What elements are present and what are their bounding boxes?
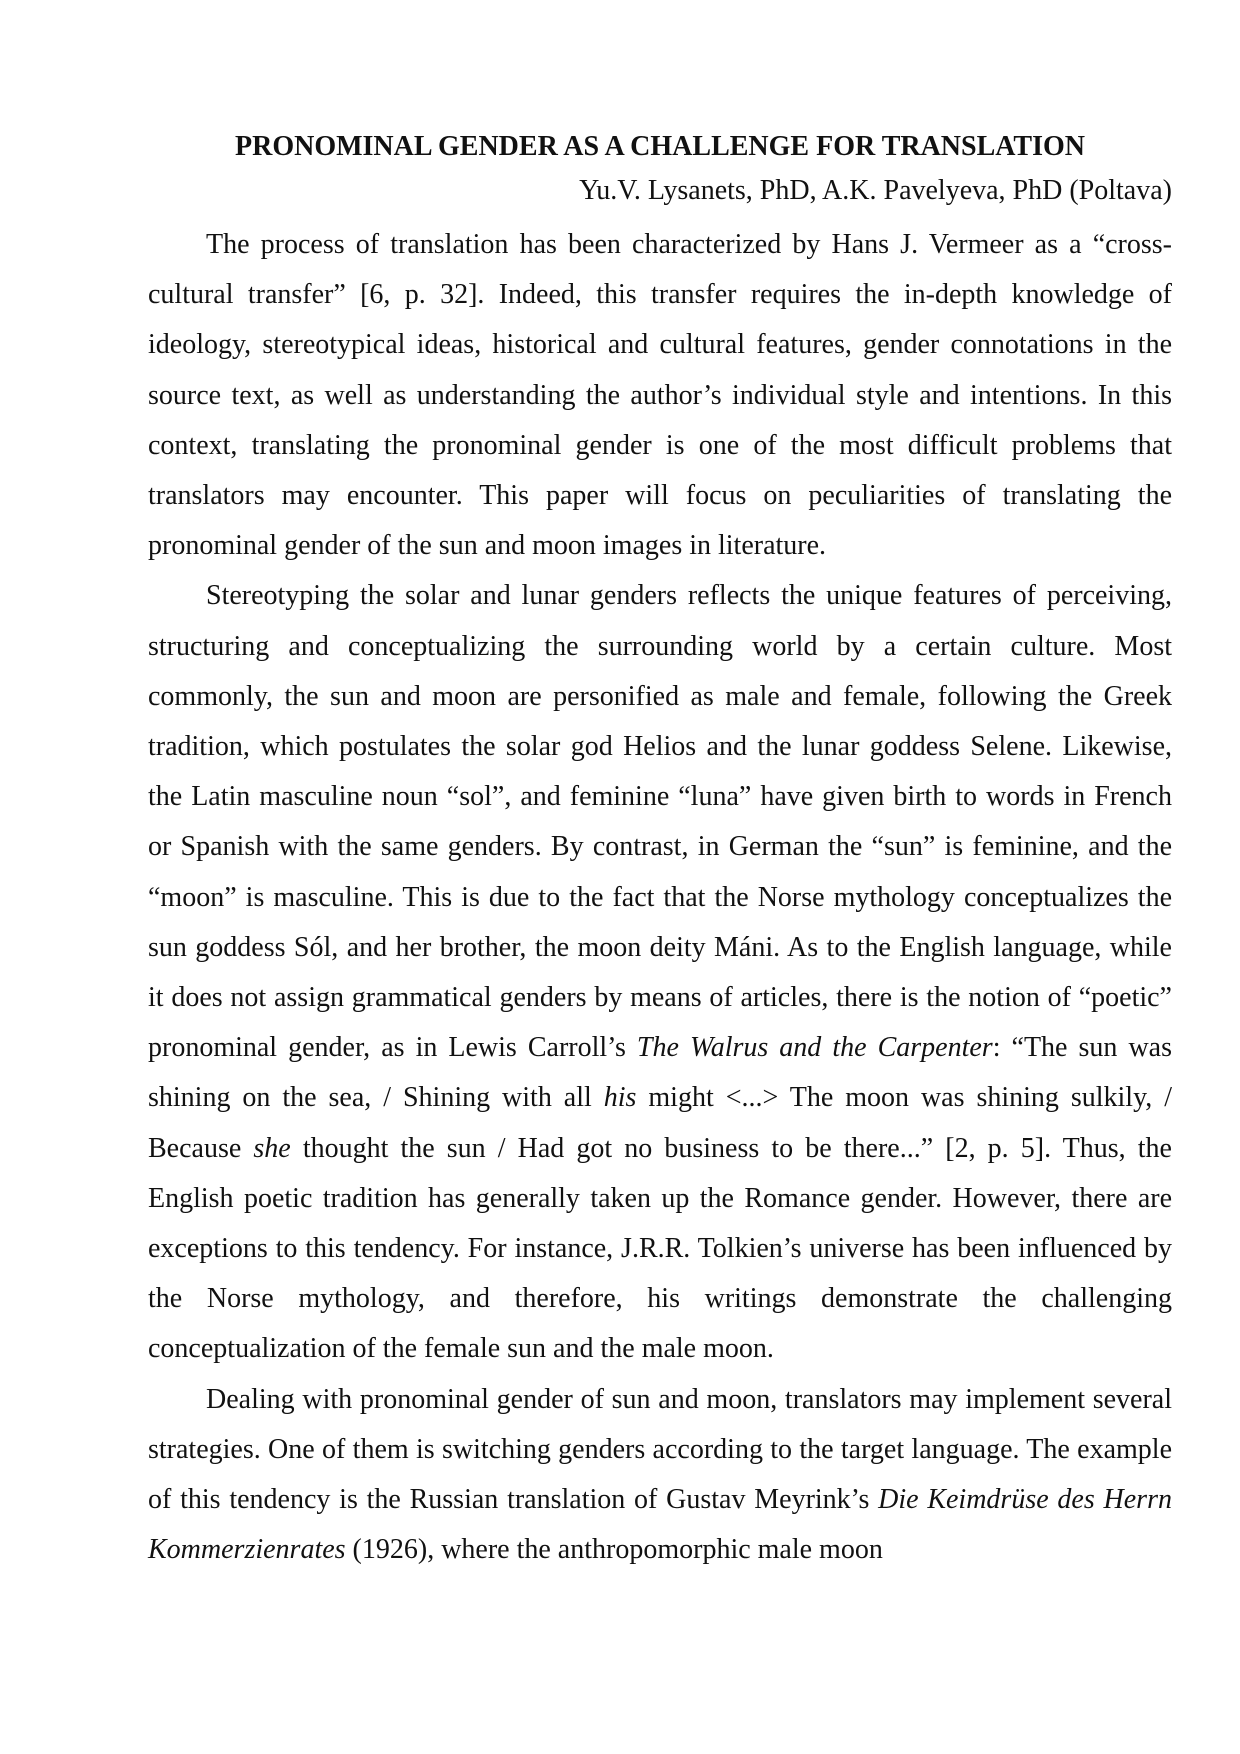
text-segment: : “The sun was shining on the sea, / Shining with all [148, 1032, 1172, 1114]
italic-title-meyrink: Die Keimdrüse des Herrn Kommerzienrates [148, 1484, 1172, 1566]
paper-page [148, 130, 1172, 1575]
text-segment: The process of translation has been characterized by Hans J. Vermeer as a “cross-cultural transfer” [6, p. 32]. Indeed, this transfer requires the in-depth knowledge of ideology, stereotypical ideas, historical and cultural features, gender connotations in the source text, as well as understanding the author’s individual style and intentions. In this context, translating the pronominal gender is one of the most difficult problems that translators may encounter. This paper will focus on peculiarities of translating the pronominal gender of the sun and moon images in literature. [148, 229, 1172, 562]
text-segment: thought the sun / Had got no business to be there...” [2, p. 5]. Thus, the English poetic tradition has generally taken up the Romance gender. However, there are exceptions to this tendency. For instance, J.R.R. Tolkien’s universe has been influenced by the Norse mythology, and therefore, his writings demonstrate the challenging conceptualization of the female sun and the male moon. [148, 1132, 1172, 1365]
text-segment: (1926), where the anthropomorphic male moon [345, 1534, 883, 1566]
paper-title: PRONOMINAL GENDER AS A CHALLENGE FOR TRANSLATION [235, 131, 1085, 162]
paragraph-1 [148, 220, 1172, 571]
italic-title-walrus: The Walrus and the Carpenter [636, 1032, 993, 1064]
text-segment: Stereotyping the solar and lunar genders reflects the unique features of perceiving, structuring and conceptualizing the surrounding world by a certain culture. Most commonly, the sun and moon are personified as male and female, following the Greek tradition, which postulates the solar god Helios and the lunar goddess Selene. Likewise, the Latin masculine noun “sol”, and feminine “luna” have given birth to words in French or Spanish with the same genders. By contrast, in German the “sun” is feminine, and the “moon” is masculine. This is due to the fact that the Norse mythology conceptualizes the sun goddess Sól, and her brother, the moon deity Máni. As to the English language, while it does not assign grammatical genders by means of articles, there is the notion of “poetic” pronominal gender, as in Lewis Carroll’s [148, 580, 1172, 1064]
paper-authors: Yu.V. Lysanets, PhD, A.K. Pavelyeva, PhD (Poltava) [579, 175, 1172, 206]
paragraph-3 [148, 1375, 1172, 1576]
text-segment: might <...> The moon was shining sulkily, / Because [148, 1082, 1173, 1164]
text-segment: Dealing with pronominal gender of sun and moon, translators may implement several strategies. One of them is switching genders according to the target language. The example of this tendency is the Russian translation of Gustav Meyrink’s [148, 1383, 1172, 1516]
paragraph-2 [148, 571, 1172, 1374]
italic-she: she [253, 1132, 291, 1164]
italic-his: his [603, 1082, 637, 1114]
